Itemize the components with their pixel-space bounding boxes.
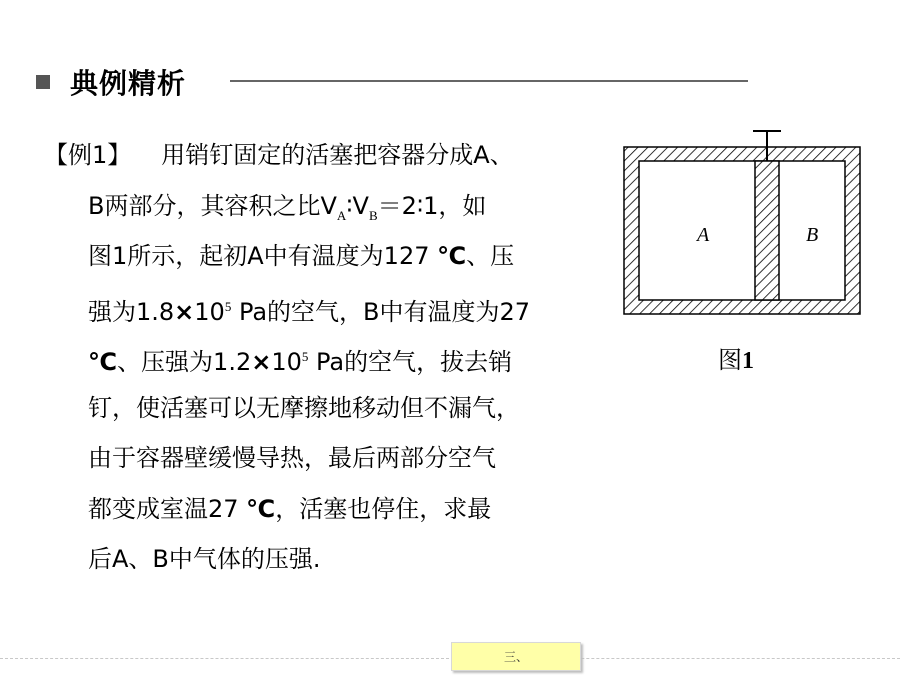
- problem-text-segment: 、压强为1.2: [117, 348, 252, 376]
- problem-line-5: [44, 332, 619, 383]
- figure-caption-prefix: 图: [718, 346, 742, 374]
- problem-text-segment: Pa的空气，拔去销: [308, 348, 513, 376]
- subscript-b: B: [368, 207, 378, 223]
- celsius-symbol: ℃: [437, 242, 467, 270]
- square-bullet-icon: [36, 75, 50, 89]
- figure-caption-number: 1: [742, 348, 754, 374]
- footer-divider: [0, 658, 900, 659]
- problem-text: [44, 130, 619, 585]
- problem-line-1: [44, 130, 619, 181]
- problem-text-segment: ，活塞也停住，求最: [275, 494, 492, 523]
- figure-caption: [718, 340, 754, 375]
- footer-nav-button[interactable]: [451, 642, 581, 671]
- problem-text-segment: 10: [194, 297, 225, 326]
- problem-line-3: [44, 231, 619, 282]
- problem-label: 【例1】: [44, 141, 132, 169]
- container-diagram: [620, 125, 865, 320]
- problem-line-7: [44, 433, 619, 484]
- exponent: 5: [301, 349, 309, 364]
- piston: [755, 161, 779, 300]
- problem-text-segment: ∶V: [346, 191, 369, 220]
- problem-text-segment: Pa的空气，B中有温度为27: [231, 297, 531, 326]
- exponent: 5: [224, 298, 232, 314]
- subscript-a: A: [336, 207, 347, 223]
- times-symbol: ×: [251, 348, 272, 376]
- chamber-label-b: B: [806, 224, 819, 246]
- problem-text-segment: ＝2∶1，如: [377, 191, 487, 220]
- section-title: 典例精析: [70, 67, 187, 100]
- celsius-symbol: ℃: [246, 494, 276, 523]
- problem-line-4: [44, 282, 619, 333]
- container-wall: [624, 147, 860, 314]
- problem-text-segment: 都变成室温27: [88, 494, 247, 523]
- footer-nav-label: 三、: [503, 650, 528, 664]
- problem-line-2: [44, 181, 619, 232]
- chamber-label-a: A: [697, 224, 710, 246]
- problem-line-8: [44, 484, 619, 535]
- problem-text-segment: 钉，使活塞可以无摩擦地移动但不漏气，: [88, 393, 520, 422]
- celsius-symbol: ℃: [88, 348, 118, 376]
- problem-text-segment: 后A、B中气体的压强.: [88, 545, 321, 573]
- section-heading: [36, 64, 186, 100]
- problem-text-segment: 由于容器壁缓慢导热，最后两部分空气: [88, 444, 496, 472]
- problem-text-segment: 、压: [466, 242, 515, 270]
- problem-text-segment: 10: [271, 348, 302, 376]
- problem-text-segment: 强为1.8: [88, 297, 175, 326]
- problem-text-segment: B两部分，其容积之比V: [88, 191, 337, 220]
- problem-line-9: [44, 534, 619, 585]
- problem-line-6: [44, 383, 619, 434]
- times-symbol: ×: [174, 297, 195, 326]
- problem-text-segment: 图1所示，起初A中有温度为127: [88, 242, 438, 270]
- problem-text-segment: 用销钉固定的活塞把容器分成A、: [161, 141, 514, 169]
- heading-divider: [230, 80, 748, 82]
